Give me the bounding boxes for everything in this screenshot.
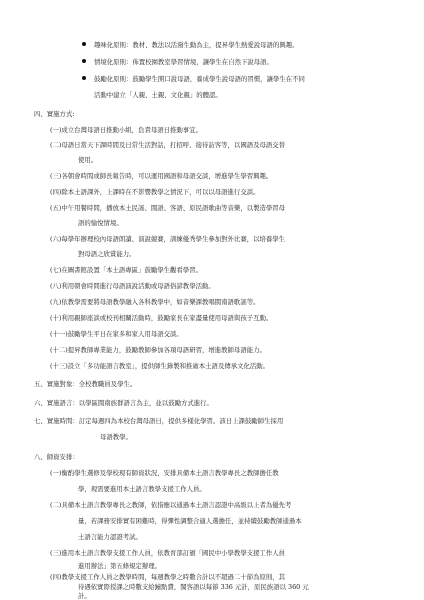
bullet-item: 趣味化原則：教材、教法以活潑生動為主，提昇學生熱愛說母語的興趣。	[94, 41, 299, 49]
list-item: (八)利用朝會時間進行母語演說活動或母語俗諺教學活動。	[50, 282, 215, 290]
bullet-item: 鼓勵化原則：鼓勵學生開口說母語，養成學生說母語的習慣，讓學生在不同	[94, 75, 305, 83]
section-text: 五、實施對象：全校教職員及學生。	[34, 380, 137, 388]
list-item: (四)除本土語課外，上課時在不影響教學之情況下，可以以母語進行交談。	[50, 188, 260, 196]
list-item-continuation: 使用。	[78, 156, 98, 164]
list-item-continuation: 對母語之欣賞能力。	[78, 250, 136, 258]
list-item: (三)進用本土語言教學支援工作人員，依教育部訂頒「國民中小學教學支援工作人員	[50, 549, 286, 557]
bullet-item-continuation: 活動中建立「人親、土親、文化親」的體認。	[94, 91, 222, 99]
list-item: (四)教學支援工作人員之教學時間，每週教學之時數合計以不超過二十節為原則，其	[50, 573, 286, 581]
list-item: (十二)提昇教師專業能力，鼓勵教師參加各項母語研習，增進教師母語能力。	[50, 346, 266, 354]
list-item-continuation: 量，若課務安排實有困難時，得彈性調整合適人選擔任，並持續鼓勵教師通過本	[78, 517, 302, 525]
section-heading: 八、師資安排：	[34, 453, 79, 461]
list-item-continuation: 語的愉悅情境。	[78, 219, 123, 227]
list-item-continuation: 計。	[78, 592, 91, 600]
section-text: 六、實施語言：以學區閩南族群語言為主，並以鼓勵方式進行。	[34, 399, 213, 407]
list-item: (九)依教學需要將母語教學融入各科教學中，如音樂課教唱閩南語歌謠等。	[50, 298, 260, 306]
list-item: (十)利用親師座談或校刊相關活動時，鼓勵家長在家盡量使用母語與孩子互動。	[50, 314, 273, 322]
list-item: (七)在圖書館設置「本土語專區」鼓勵學生觀看學習。	[50, 266, 202, 274]
bullet-icon	[82, 42, 86, 46]
list-item: (一)衡酌學生選修及學校現有師資狀況，安排具備本土語言教學專長之教師擔任教	[50, 469, 279, 477]
list-item-continuation: 土語言能力認證考試。	[78, 533, 142, 541]
list-item: (十三)設立「多功能語言教室」，提供師生錄製和推廣本土語及傳承文化活動。	[50, 362, 270, 370]
section-text: 七、實施時間：訂定每週四為本校台灣母語日，提供多樣化學習。該日上課鼓勵師生採用	[34, 417, 284, 425]
list-item: (二)具備本土語言教學專長之教師，依指應以通過本土語言認證中高級以上者為優先考	[50, 501, 292, 509]
list-item: (十一)鼓勵學生平日在家多和家人用母語交談。	[50, 330, 183, 338]
list-item: (六)每學年辦理校內母語朗讀、演說競賽，訓練優秀學生參加對外比賽，以培養學生	[50, 235, 286, 243]
bullet-item: 情境化原則：佈置校園教室學習情境，讓學生在自然下說母語。	[94, 58, 273, 66]
bullet-icon	[82, 59, 86, 63]
list-item-continuation: 待遇依實際授課之時數支給鐘點費，閩客語以每節 336 元計，原民族語以 360 元	[78, 583, 309, 591]
section-heading: 四、實施方式:	[34, 110, 75, 118]
list-item: (五)中午用餐時間，播放本土民謠、閩語、客語、原民語歌曲等音樂，以製造學習母	[50, 204, 286, 212]
list-item-continuation: 學，現需要進用本土語言教學支援工作人員。	[78, 485, 206, 493]
section-text-continuation: 母語教學。	[100, 433, 132, 441]
list-item: (二)母語日當天下課時間及日常生活對話，打招呼、接待訪客等，以國語及母語交替	[50, 141, 286, 149]
bullet-icon	[82, 76, 86, 80]
list-item-continuation: 進用辦法」第五條規定辦理。	[78, 562, 162, 570]
list-item: (一)成立台灣母語日推動小組，負責母語日推動事宜。	[50, 126, 202, 134]
list-item: (三)各朝會時間或師長報告時，可以運用國語和母語交談，增進學生學習興趣。	[50, 172, 273, 180]
